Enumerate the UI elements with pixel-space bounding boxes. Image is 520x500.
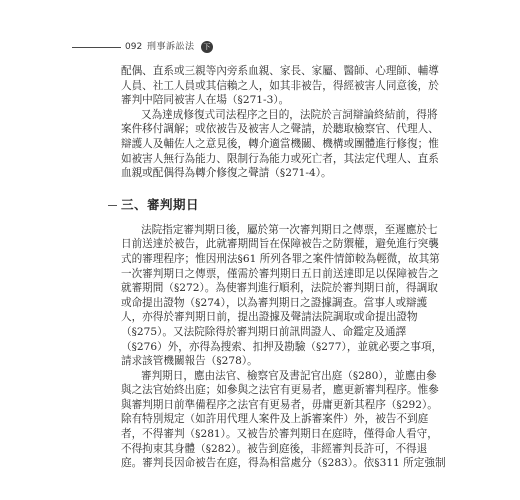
text-line: 人，亦得於審判期日前，提出證據及聲請法院調取或命提出證物 xyxy=(121,311,418,324)
text-line: 法院指定審判期日後，屬於第一次審判期日之傳票，至遲應於七 xyxy=(141,223,438,236)
section-heading-text: 三、審判期日 xyxy=(121,196,200,212)
text-line: 除有特別規定（如許用代理人案件及上訴審案件）外，被告不到庭 xyxy=(121,413,429,426)
text-line: 與之法官始終出庭；如參與之法官有更易者，應更新審判程序。惟參 xyxy=(121,384,439,397)
text-line: 日前送達於被告，此就審期間旨在保障被告之防禦權，避免進行突襲 xyxy=(121,238,439,251)
text-line: 與審判期日前準備程序之法官有更易者，毋庸更新其程序（§292）。 xyxy=(121,398,438,411)
page-number: 092 xyxy=(125,42,143,52)
paragraph-trial-date-attendance xyxy=(121,369,451,471)
paragraph-trial-date-prep xyxy=(121,223,451,369)
text-line: 人員、社工人員或其信賴之人，如其非被告，得經被害人同意後，於 xyxy=(121,79,439,92)
text-line: （§275）。又法院除得於審判期日前訊問證人、命鑑定及通譯 xyxy=(121,325,407,338)
text-line: 審判中陪同被害人在場（§271-3）。 xyxy=(121,94,290,107)
text-line: 又為達成修復式司法程序之目的，法院於言詞辯論終結前，得將 xyxy=(141,108,438,121)
text-line: 式的審理程序；惟因刑法§61 所列各罪之案件情節較為輕微，故其第 xyxy=(121,252,440,265)
section-heading xyxy=(121,195,451,215)
text-line: 就審期間（§272）。為使審判進行順利，法院於審判期日前，得調取 xyxy=(121,282,438,295)
text-line: 如被害人無行為能力、限制行為能力或死亡者，其法定代理人、直系 xyxy=(121,152,439,165)
running-header xyxy=(72,40,232,54)
text-line: 案件移付調解；或依被告及被害人之聲請，於聽取檢察官、代理人、 xyxy=(121,123,439,136)
text-line: 或命提出證物（§274），以為審判期日之證據調查。當事人或辯護 xyxy=(121,296,428,309)
heading-rule xyxy=(108,205,117,206)
text-line: 庭。審判長因命被告在庭，得為相當處分（§283）。依§311 所定強制 xyxy=(121,457,446,470)
text-line: （§276）外，亦得為搜索、扣押及勘驗（§277），並就必要之事項， xyxy=(121,340,443,353)
volume-badge: 下 xyxy=(201,41,213,53)
text-line: 請求該管機關報告（§278）。 xyxy=(121,355,258,368)
header-rule xyxy=(72,47,121,48)
text-line: 審判期日，應由法官、檢察官及書記官出庭（§280），並應由參 xyxy=(141,369,437,382)
body-text xyxy=(121,64,451,471)
text-line: 者，不得審判（§281）。又被告於審判期日在庭時，僅得命人看守， xyxy=(121,428,438,441)
text-line: 一次審判期日之傳票，僅需於審判期日五日前送達即足以保障被告之 xyxy=(121,267,439,280)
book-title: 刑事訴訟法 xyxy=(147,42,195,52)
text-line: 配偶、直系或三親等內旁系血親、家長、家屬、醫師、心理師、輔導 xyxy=(121,65,439,77)
paragraph-continuation xyxy=(121,64,451,108)
text-line: 辯護人及輔佐人之意見後，轉介適當機關、機構或團體進行修復；惟 xyxy=(121,137,439,150)
text-line: 不得拘束其身體（§282）。被告到庭後，非經審判長許可，不得退 xyxy=(121,442,428,455)
paragraph-restorative-justice xyxy=(121,108,451,181)
text-line: 血親或配偶得為轉介修復之聲請（§271-4）。 xyxy=(121,167,332,180)
